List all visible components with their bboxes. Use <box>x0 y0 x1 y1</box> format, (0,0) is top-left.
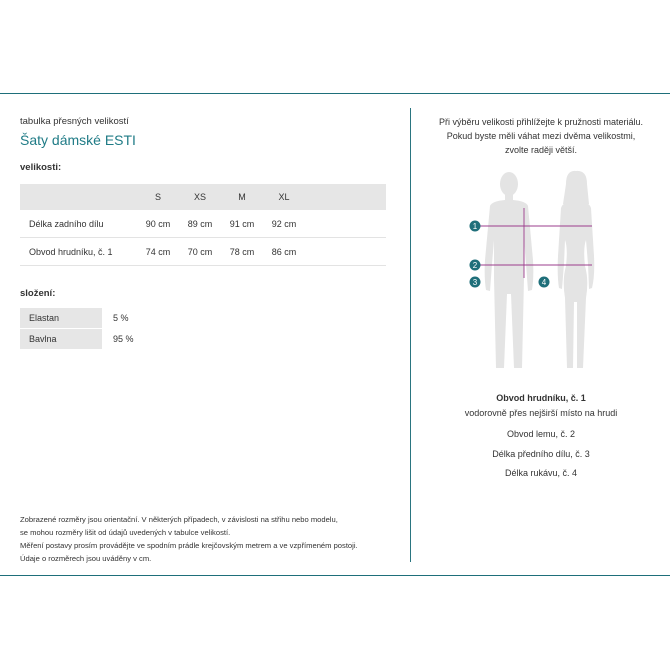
legend-item-3: Délka předního dílu, č. 3 <box>492 449 590 459</box>
note-line: se mohou rozměry lišit od údajů uvedených v tabulce velikostí. <box>20 528 231 537</box>
marker-3-label: 3 <box>472 278 478 287</box>
hint-line: Pokud byste měli váhat mezi dvěma velikostmi, <box>446 131 636 141</box>
hint-line: zvolte raději větší. <box>504 145 578 155</box>
page-title: Šaty dámské ESTI <box>20 132 136 148</box>
table-cell: 78 cm <box>221 238 263 266</box>
material-name: Bavlna <box>20 329 102 349</box>
composition-list <box>20 308 134 350</box>
row-label: Délka zadního dílu <box>20 210 137 238</box>
marker-3 <box>470 277 481 288</box>
table-row <box>20 238 386 266</box>
note-line: Údaje o rozměrech jsou uváděny v cm. <box>20 554 152 563</box>
size-table-header <box>20 184 386 210</box>
table-row <box>20 210 386 238</box>
composition-label: složení: <box>20 288 56 299</box>
marker-1-label: 1 <box>472 222 478 231</box>
header-cell-m: M <box>221 184 263 210</box>
marker-4-label: 4 <box>541 278 547 287</box>
table-cell: 91 cm <box>221 210 263 238</box>
marker-1 <box>470 221 481 232</box>
table-cell: 92 cm <box>263 210 305 238</box>
table-cell: 86 cm <box>263 238 305 266</box>
material-value: 95 % <box>113 334 134 344</box>
header-cell-s: S <box>137 184 179 210</box>
header-cell-xs: XS <box>179 184 221 210</box>
table-cell: 89 cm <box>179 210 221 238</box>
legend-item-1-title-text: Obvod hrudníku, č. 1 <box>496 393 586 403</box>
body-measurement-figures <box>462 168 622 373</box>
table-cell: 70 cm <box>179 238 221 266</box>
header-cell <box>20 184 137 210</box>
size-hint <box>421 115 661 157</box>
column-divider <box>410 108 411 562</box>
legend-item-4: Délka rukávu, č. 4 <box>504 468 578 478</box>
legend-item-1-desc: vodorovně přes nejširší místo na hrudi <box>464 408 618 418</box>
composition-row <box>20 308 134 328</box>
composition-row <box>20 329 134 349</box>
note-line: Měření postavy prosím provádějte ve spodním prádle krejčovským metrem a ve vzpřímeném postoji. <box>20 541 358 550</box>
footnotes <box>20 513 358 565</box>
material-name: Elastan <box>20 308 102 328</box>
marker-4 <box>539 277 550 288</box>
legend-item-2: Obvod lemu, č. 2 <box>506 429 576 439</box>
table-cell-spacer <box>305 238 386 266</box>
table-cell-spacer <box>305 210 386 238</box>
hint-line: Při výběru velikosti přihlížejte k pružnosti materiálu. <box>438 117 644 127</box>
legend-item-1-title <box>421 393 661 403</box>
material-value: 5 % <box>113 313 129 323</box>
header-cell-xl: XL <box>263 184 305 210</box>
sizes-label: velikosti: <box>20 162 62 173</box>
male-figure-illustration <box>485 172 534 368</box>
size-table <box>20 184 386 266</box>
row-label: Obvod hrudníku, č. 1 <box>20 238 137 266</box>
marker-2 <box>470 260 481 271</box>
note-line: Zobrazené rozměry jsou orientační. V některých případech, v závislosti na střihu nebo modelu, <box>20 515 338 524</box>
marker-2-label: 2 <box>472 261 478 270</box>
page-subtitle: tabulka přesných velikostí <box>20 116 129 127</box>
table-cell: 74 cm <box>137 238 179 266</box>
table-cell: 90 cm <box>137 210 179 238</box>
header-cell-spacer <box>305 184 386 210</box>
female-figure-illustration <box>558 171 595 368</box>
